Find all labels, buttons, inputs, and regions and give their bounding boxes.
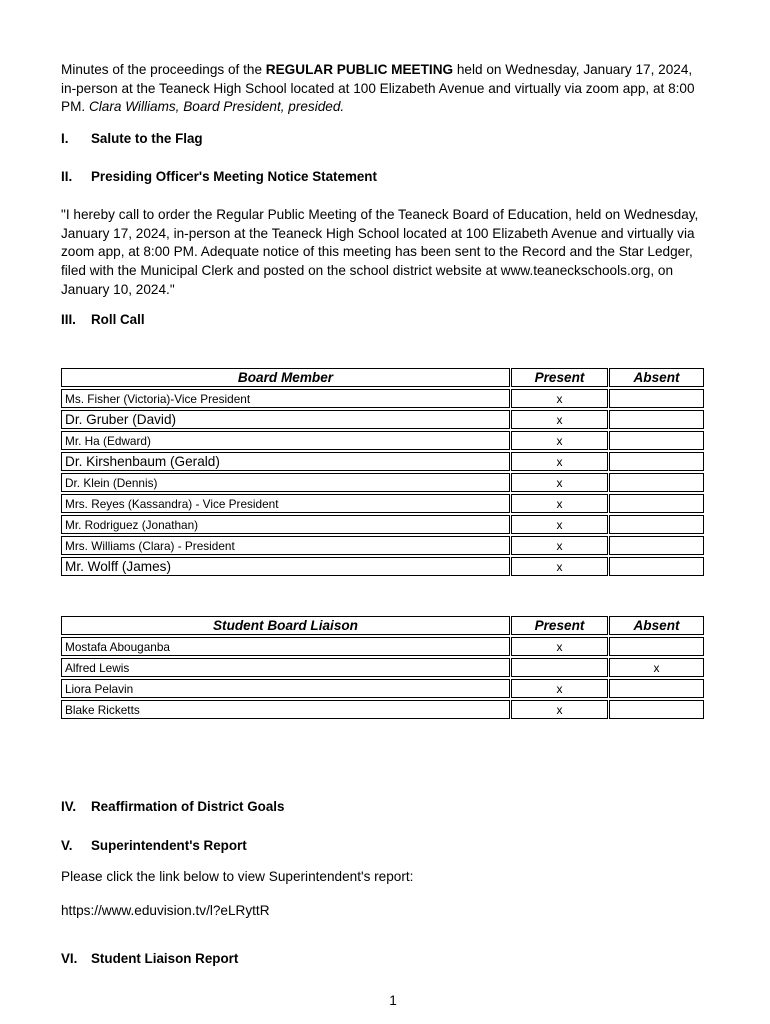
absent-mark <box>609 410 704 429</box>
present-mark: x <box>511 389 608 408</box>
table-row <box>61 700 704 719</box>
absent-mark <box>609 637 704 656</box>
board-member-table <box>61 366 704 578</box>
table-row <box>61 389 704 408</box>
table-row <box>61 658 704 677</box>
section-heading-2 <box>61 169 377 184</box>
member-name: Alfred Lewis <box>61 658 510 677</box>
absent-mark <box>609 557 704 576</box>
absent-mark <box>609 494 704 513</box>
absent-mark <box>609 536 704 555</box>
section-title: Salute to the Flag <box>91 131 203 146</box>
absent-mark: x <box>609 658 704 677</box>
section-title: Superintendent's Report <box>91 838 247 853</box>
table-row <box>61 515 704 534</box>
table-row <box>61 557 704 576</box>
table-header-row <box>61 368 704 387</box>
intro-prefix: Minutes of the proceedings of the <box>61 62 266 77</box>
intro-middle: held on Wednesday, January 17, 2024, in-person at the Teaneck High School located at 100 Elizabeth Avenue and virtually via zoom app, at 8:00 PM. <box>61 62 695 115</box>
section-title: Student Liaison Report <box>91 951 239 966</box>
member-name: Mr. Ha (Edward) <box>61 431 510 450</box>
absent-mark <box>609 515 704 534</box>
header-absent: Absent <box>609 368 704 387</box>
section-number: VI. <box>61 951 78 966</box>
member-name: Dr. Klein (Dennis) <box>61 473 510 492</box>
table-row <box>61 494 704 513</box>
section-title: Reaffirmation of District Goals <box>91 799 285 814</box>
presided-by: Clara Williams, Board President, presided. <box>88 99 345 115</box>
table-row <box>61 679 704 698</box>
present-mark: x <box>511 700 608 719</box>
member-name: Mr. Wolff (James) <box>61 557 510 576</box>
section-heading-4 <box>61 799 284 814</box>
present-mark <box>511 658 608 677</box>
section-heading-1 <box>61 131 203 146</box>
table-row <box>61 452 704 471</box>
section-number: III. <box>61 312 76 327</box>
intro-paragraph <box>61 61 711 117</box>
header-present: Present <box>511 368 608 387</box>
table-row <box>61 637 704 656</box>
header-present: Present <box>511 616 608 635</box>
table-header-row <box>61 616 704 635</box>
header-student-liaison: Student Board Liaison <box>61 616 510 635</box>
member-name: Blake Ricketts <box>61 700 510 719</box>
present-mark: x <box>511 637 608 656</box>
page-number: 1 <box>389 993 397 1008</box>
header-board-member: Board Member <box>61 368 510 387</box>
member-name: Dr. Kirshenbaum (Gerald) <box>61 452 510 471</box>
present-mark: x <box>511 494 608 513</box>
present-mark: x <box>511 431 608 450</box>
table-row <box>61 410 704 429</box>
member-name: Mostafa Abouganba <box>61 637 510 656</box>
superintendent-report-link[interactable]: https://www.eduvision.tv/l?eLRyttR <box>61 903 270 918</box>
section-title: Presiding Officer's Meeting Notice Statement <box>91 169 377 184</box>
absent-mark <box>609 700 704 719</box>
absent-mark <box>609 431 704 450</box>
member-name: Dr. Gruber (David) <box>61 410 510 429</box>
table-row <box>61 536 704 555</box>
section-number: I. <box>61 131 69 146</box>
section-number: IV. <box>61 799 77 814</box>
present-mark: x <box>511 473 608 492</box>
present-mark: x <box>511 679 608 698</box>
meeting-type: REGULAR PUBLIC MEETING <box>265 62 454 77</box>
member-name: Liora Pelavin <box>61 679 510 698</box>
student-liaison-table <box>61 614 704 721</box>
section-number: V. <box>61 838 73 853</box>
present-mark: x <box>511 557 608 576</box>
section-heading-3 <box>61 312 145 327</box>
superintendent-instruction: Please click the link below to view Superintendent's report: <box>61 869 414 884</box>
table-row <box>61 473 704 492</box>
member-name: Ms. Fisher (Victoria)-Vice President <box>61 389 510 408</box>
table-row <box>61 431 704 450</box>
absent-mark <box>609 473 704 492</box>
member-name: Mrs. Williams (Clara) - President <box>61 536 510 555</box>
member-name: Mrs. Reyes (Kassandra) - Vice President <box>61 494 510 513</box>
notice-statement: "I hereby call to order the Regular Public Meeting of the Teaneck Board of Education, held on Wednesday, January 17, 2024, in-person at the Teaneck High School located at 100 Elizabeth Avenue and virtually via zoom app, at 8:00 PM. Adequate notice of this meeting has been sent to the Record and the Star Ledger, filed with the Municipal Clerk and posted on the school district website at www.teaneckschools.org, on January 10, 2024." <box>61 207 699 297</box>
present-mark: x <box>511 410 608 429</box>
present-mark: x <box>511 452 608 471</box>
section-number: II. <box>61 169 73 184</box>
absent-mark <box>609 389 704 408</box>
present-mark: x <box>511 536 608 555</box>
member-name: Mr. Rodriguez (Jonathan) <box>61 515 510 534</box>
absent-mark <box>609 679 704 698</box>
absent-mark <box>609 452 704 471</box>
section-title: Roll Call <box>91 312 145 327</box>
present-mark: x <box>511 515 608 534</box>
section-heading-5 <box>61 838 247 853</box>
header-absent: Absent <box>609 616 704 635</box>
section-heading-6 <box>61 951 238 966</box>
